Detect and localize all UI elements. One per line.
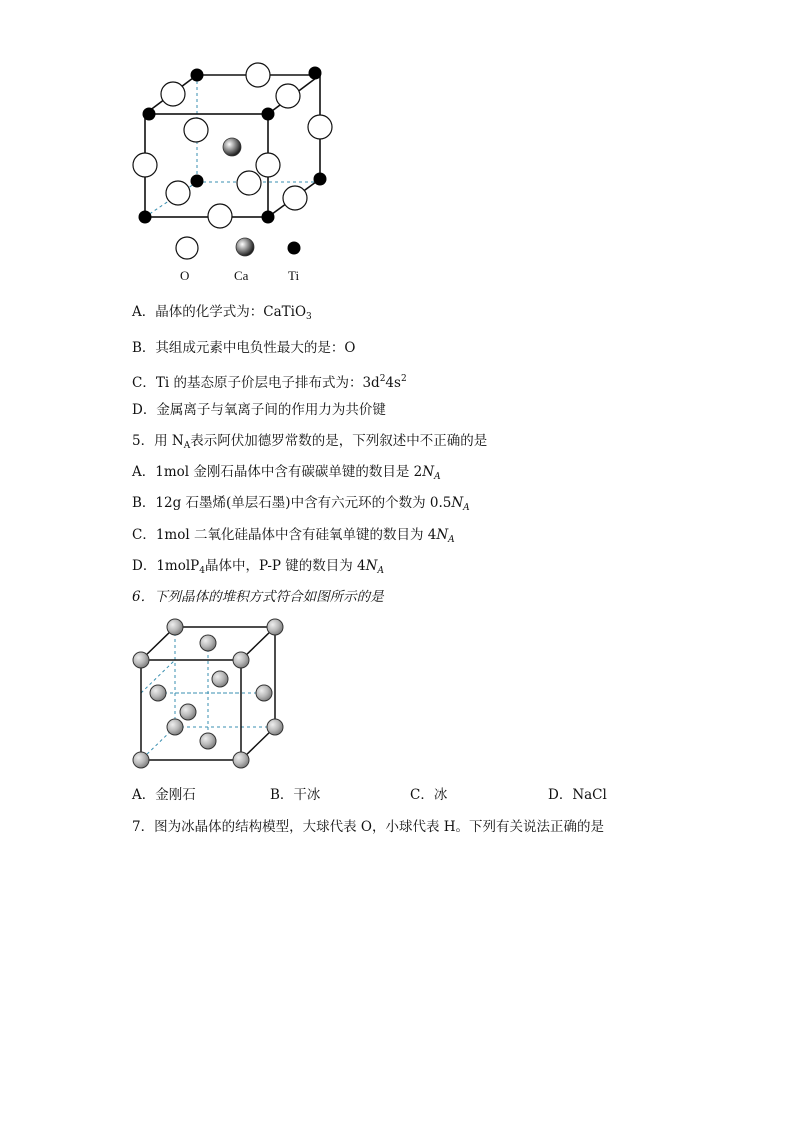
q6-option-d: D．NaCl: [548, 787, 607, 803]
q6-stem: 6．下列晶体的堆积方式符合如图所示的是: [132, 589, 384, 605]
q5-stem: 5．用 $N_A$表示阿伏加德罗常数的是，下列叙述中不正确的是: [132, 433, 488, 451]
q4-option-b: B．其组成元素中电负性最大的是：O: [132, 340, 356, 356]
q5-option-b: B．12g 石墨烯(单层石墨)中含有六元环的个数为 $0.5N_A$: [132, 495, 470, 513]
legend-o-label: O: [180, 268, 190, 283]
q6-option-c: C．冰: [410, 787, 448, 803]
legend-ti-label: Ti: [288, 268, 300, 283]
q7-stem: 7．图为冰晶体的结构模型，大球代表 O，小球代表 H。下列有关说法正确的是: [132, 819, 605, 835]
q5-option-c: C．1mol 二氧化硅晶体中含有硅氧单键的数目为 $4N_A$: [132, 527, 455, 545]
fcc-cell-figure: [128, 616, 288, 776]
calcium-atom: [223, 138, 241, 156]
legend-ca-label: Ca: [234, 268, 249, 283]
q5-option-d: D．1molP$_4$晶体中，P-P 键的数目为 $4N_A$: [132, 558, 384, 576]
q6-option-b: B．干冰: [270, 787, 321, 803]
legend-ca-symbol: [236, 238, 254, 256]
q4-option-c: C．Ti 的基态原子价层电子排布式为：$3d^24s^2$: [132, 374, 407, 391]
q4-option-d: D．金属离子与氧离子间的作用力为共价键: [132, 402, 386, 418]
perovskite-cell-figure: [125, 55, 340, 290]
legend-ti-symbol: [288, 242, 301, 255]
q4-option-a: A．晶体的化学式为：CaTiO$_3$: [132, 304, 312, 322]
q5-option-a: A．1mol 金刚石晶体中含有碳碳单键的数目是 $2N_A$: [132, 464, 441, 482]
legend-o-symbol: [176, 237, 198, 259]
q6-option-a: A．金刚石: [132, 787, 196, 803]
